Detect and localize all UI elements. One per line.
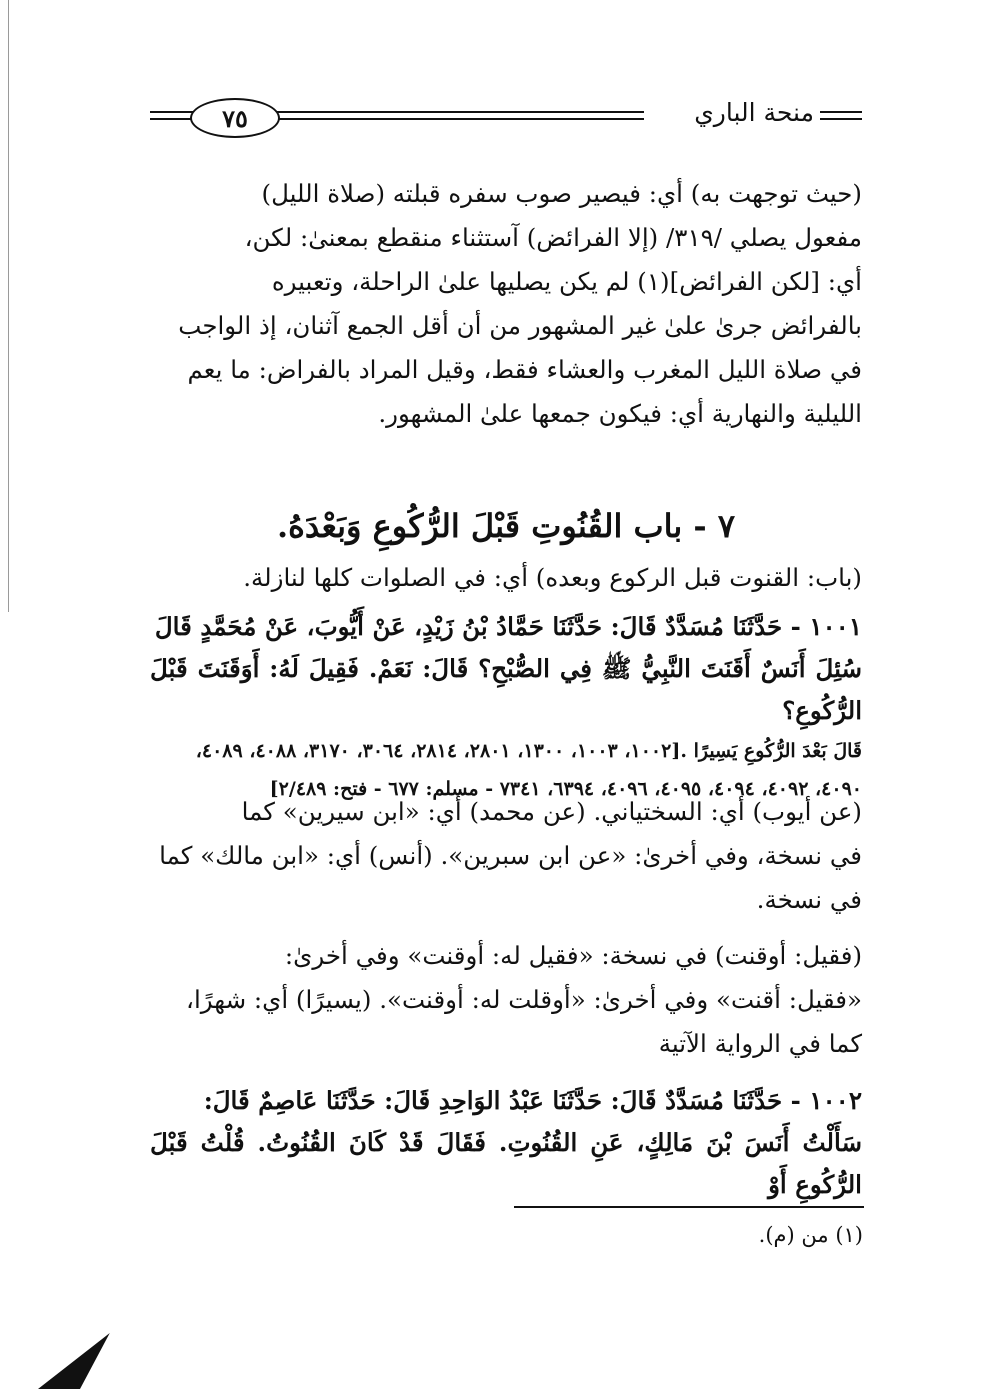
hadith-references: ٤٠٩٠، ٤٠٩٢، ٤٠٩٤، ٤٠٩٥، ٤٠٩٦، ٦٣٩٤، ٧٣٤١ - مسلم: ٦٧٧ - فتح: ٢/٤٨٩] [269,778,862,800]
header-rule-right-bottom [820,118,862,120]
text-line: بالفرائض جرىٰ علىٰ غير المشهور من أن أقل الجمع آثنان، إذ الواجب [178,311,862,340]
text-line: (باب: القنوت قبل الركوع وبعده) أي: في الصلوات كلها لنازلة. [243,563,862,592]
text-line: (فقيل: أوقنت) في نسخة: «فقيل له: أوقنت» وفي أخرىٰ: [284,941,862,970]
text-line: (عن أيوب) أي: السختياني. (عن محمد) أي: «ابن سيرين» كما [241,797,862,826]
header-rule-middle-top [272,111,644,113]
chapter-heading: ٧ - باب القُنُوتِ قَبْلَ الرُّكُوعِ وَبَعْدَهُ. [276,507,736,545]
hadith-line: سُئِلَ أَنَسٌ أَقَنَتَ النَّبِيُّ ﷺ فِي الصُّبْحِ؟ قَالَ: نَعَمْ. فَقِيلَ لَهُ: أَوَقَنَتَ قَبْلَ الرُّكُوعِ؟ [150,654,862,725]
hadith-line: سَأَلْتُ أَنَسَ بْنَ مَالِكٍ، عَنِ القُنُوتِ. فَقَالَ قَدْ كَانَ القُنُوتُ. قُلْتُ قَبْلَ الرُّكُوعِ أَوْ [150,1128,862,1199]
text-line: كما في الرواية الآتية [658,1029,862,1058]
hadith-references: قَالَ بَعْدَ الرُّكُوعِ يَسِيرًا .[١٠٠٢، ١٠٠٣، ١٣٠٠، ٢٨٠١، ٢٨١٤، ٣٠٦٤، ٣١٧٠، ٤٠٨٨، ٤٠٨٩، [195,740,862,762]
footnote: (١) من (م). [758,1223,863,1247]
text-line: في صلاة الليل المغرب والعشاء فقط، وقيل المراد بالفراض: ما يعم [187,355,862,384]
hadith-1002 [150,1080,862,1206]
hadith-1001 [150,606,862,808]
text-line: مفعول يصلي /٣١٩/ (إلا الفرائض) آستثناء منقطع بمعنىٰ: لكن، [244,223,862,252]
commentary-block-1 [150,172,862,436]
footnote-separator [514,1206,864,1208]
commentary-block-2 [150,790,862,922]
text-line: «فقيل: أقنت» وفي أخرىٰ: «أوقلت له: أوقنت». (يسيرًا) أي: شهرًا، [186,985,862,1014]
header-rule-right-top [820,111,862,113]
text-line: في نسخة، وفي أخرىٰ: «عن ابن سبرين». (أنس) أي: «ابن مالك» كما [159,841,862,870]
page-edge-line [8,0,9,612]
page-number [190,98,280,138]
book-title: منحة الباري [694,98,814,127]
hadith-line: ١٠٠١ - حَدَّثَنَا مُسَدَّدٌ قَالَ: حَدَّثَنَا حَمَّادُ بْنُ زَيْدٍ، عَنْ أَيُّوبَ، عَنْ مُحَمَّدٍ قَالَ [154,612,862,641]
corner-triangle-mark [38,1333,110,1389]
hadith-line: ١٠٠٢ - حَدَّثَنَا مُسَدَّدٌ قَالَ: حَدَّثَنَا عَبْدُ الوَاحِدِ قَالَ: حَدَّثَنَا عَاصِمٌ قَالَ: [203,1086,862,1115]
running-header [150,96,862,140]
header-rule-middle-bottom [272,118,644,120]
text-line: الليلية والنهارية أي: فيكون جمعها علىٰ المشهور. [378,399,862,428]
page-number-text: ٧٥ [222,103,248,133]
text-line: (حيث توجهت به) أي: فيصير صوب سفره قبلته (صلاة الليل) [261,179,862,208]
commentary-block-3 [150,934,862,1066]
text-line: أي: [لكن الفرائض](١) لم يكن يصليها علىٰ الراحلة، وتعبيره [271,267,862,296]
text-line: في نسخة. [756,885,862,914]
chapter-commentary [150,556,862,600]
